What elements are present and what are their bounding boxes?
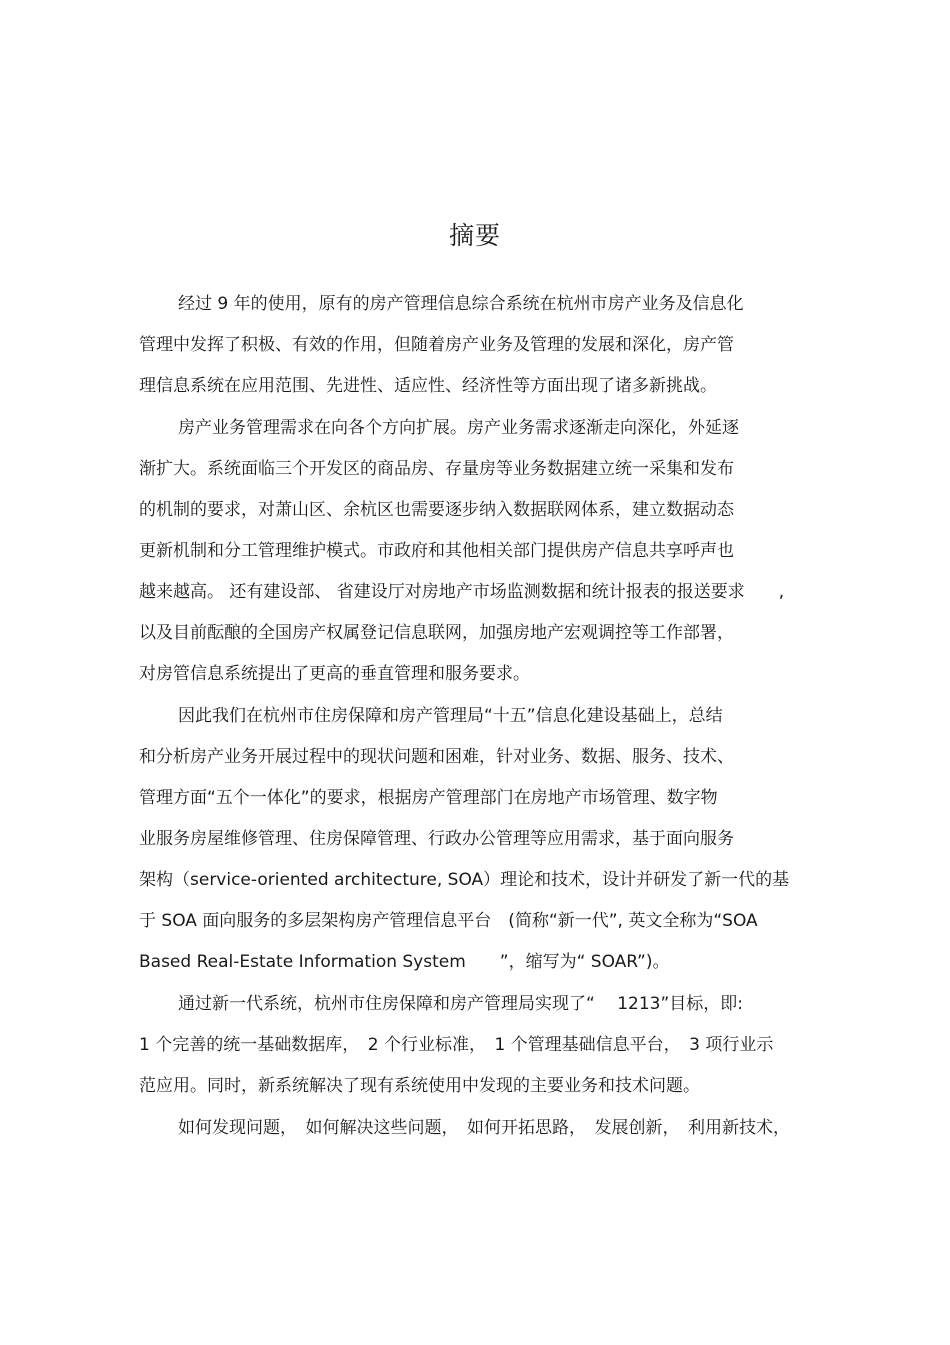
body-line-15: 架构（service-oriented architecture, SOA）理论和技术，设计并研发了新一代的基: [139, 870, 790, 890]
body-line-11: 因此我们在杭州市住房保障和房产管理局“十五”信息化建设基础上，总结: [178, 706, 723, 726]
body-line-9: 以及目前酝酿的全国房产权属登记信息联网，加强房地产宏观调控等工作部署，: [139, 623, 734, 643]
body-line-17: Based Real-Estate Information System ”，缩写为“ SOAR”)。: [139, 952, 670, 972]
body-line-1: 经过 9 年的使用，原有的房产管理信息综合系统在杭州市房产业务及信息化: [178, 294, 744, 314]
body-line-13: 管理方面“五个一体化”的要求，根据房产管理部门在房地产市场管理、数字物: [139, 788, 718, 808]
body-line-20: 范应用。同时，新系统解决了现有系统使用中发现的主要业务和技术问题。: [139, 1076, 700, 1096]
body-line-16: 于 SOA 面向服务的多层架构房产管理信息平台 (简称“新一代”, 英文全称为“SOA: [139, 911, 758, 931]
abstract-title: 摘要: [448, 221, 501, 250]
body-line-4: 房产业务管理需求在向各个方向扩展。房产业务需求逐渐走向深化，外延逐: [178, 418, 739, 438]
body-line-5: 渐扩大。系统面临三个开发区的商品房、存量房等业务数据建立统一采集和发布: [139, 459, 734, 479]
body-line-6: 的机制的要求，对萧山区、余杭区也需要逐步纳入数据联网体系，建立数据动态: [139, 500, 734, 520]
body-line-7: 更新机制和分工管理维护模式。市政府和其他相关部门提供房产信息共享呼声也: [139, 541, 734, 561]
body-line-21: 如何发现问题， 如何解决这些问题， 如何开拓思路， 发展创新， 利用新技术，: [178, 1118, 790, 1138]
body-line-18: 通过新一代系统，杭州市住房保障和房产管理局实现了“ 1213”目标，即:: [178, 994, 744, 1014]
body-line-10: 对房管信息系统提出了更高的垂直管理和服务要求。: [139, 664, 530, 684]
body-line-8: 越来越高。 还有建设部、 省建设厅对房地产市场监测数据和统计报表的报送要求 ,: [139, 582, 785, 602]
body-line-2: 管理中发挥了积极、有效的作用，但随着房产业务及管理的发展和深化，房产管: [139, 335, 734, 355]
body-line-19: 1 个完善的统一基础数据库， 2 个行业标准， 1 个管理基础信息平台， 3 项行业示: [139, 1035, 774, 1055]
body-line-14: 业服务房屋维修管理、住房保障管理、行政办公管理等应用需求，基于面向服务: [139, 829, 734, 849]
body-line-3: 理信息系统在应用范围、先进性、适应性、经济性等方面出现了诸多新挑战。: [139, 376, 717, 396]
body-line-12: 和分析房产业务开展过程中的现状问题和困难，针对业务、数据、服务、技术、: [139, 747, 734, 767]
